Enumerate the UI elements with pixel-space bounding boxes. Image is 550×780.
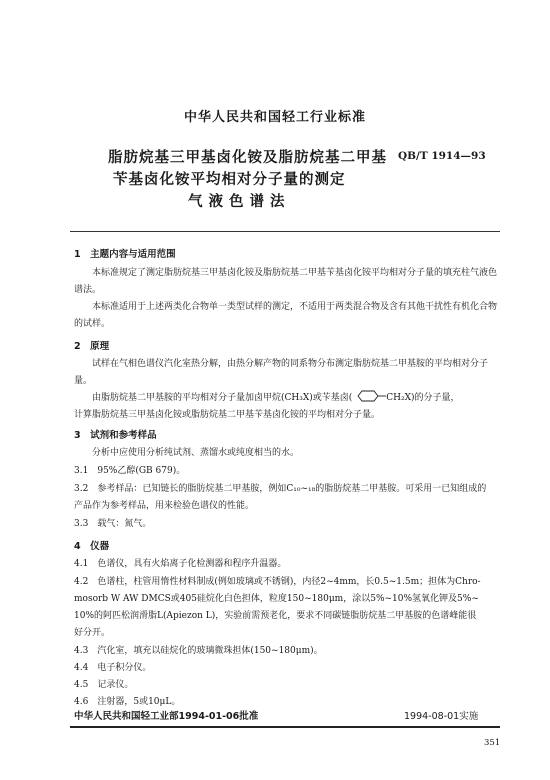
item-4-1 [74,556,286,573]
item-3-2-cont: 产品作为参考样品，用来检验色谱仪的性能。 [74,501,255,511]
item-3-2-text: 参考样品：已知链长的脂肪烷基二甲基胺，例如C₁₀~₁₈的脂肪烷基二甲基胺。可采用一已知组成的 [97,484,487,494]
item-4-2 [74,574,504,591]
item-3-2 [74,481,502,498]
item-3-1-number: 3.1 [74,466,89,476]
section-2-para-2-c: )的分子量， [411,393,460,403]
implementation-date: 1994-08-01实施 [404,711,479,722]
item-4-4-number: 4.4 [74,663,89,673]
section-1-para-2: 本标准适用于上述两类化合物单一类型试样的测定，不适用于两类混合物及含有其他干扰性有机化合物的试样。 [74,302,498,329]
section-2-para-2-b: CH₂X [386,393,412,403]
title-divider [70,231,500,232]
section-2-para-1: 试样在气相色谱仪汽化室热分解，由热分解产物的同系物分布测定脂肪烷基二甲基胺的平均相对分子量。 [74,359,489,386]
item-3-1-text: 95%乙醇(GB 679)。 [97,466,186,476]
section-2-para-2-a: 由脂肪烷基二甲基胺的平均相对分子量加卤甲烷(CH₃X)或苄基卤( [92,393,353,403]
item-4-6-text: 注射器，5或10μL。 [97,697,181,707]
item-4-2-cont-3: 好分开。 [74,628,111,638]
section-1-para-1: 本标准规定了测定脂肪烷基三甲基卤化铵及脂肪烷基二甲基苄基卤化铵平均相对分子量的填充柱气液色谱法。 [74,268,498,295]
benzene-ring-icon [352,390,386,402]
standard-number: QB/T 1914—93 [398,150,486,162]
title-line-1: 脂肪烷基三甲基卤化铵及脂肪烷基二甲基 [108,150,387,166]
issuer-header: 中华人民共和国轻工行业标准 [183,110,366,125]
section-3-para-1: 分析中应使用分析纯试剂、蒸馏水或纯度相当的水。 [92,448,300,458]
section-1-heading: 1 主题内容与适用范围 [74,249,176,260]
section-2-para-3: 计算脂肪烷基三甲基卤化铵或脂肪烷基二甲基苄基卤化铵的平均相对分子量。 [74,410,381,420]
section-3-heading: 3 试剂和参考样品 [74,430,157,441]
item-4-1-number: 4.1 [74,559,89,569]
footer-divider [70,726,500,728]
item-4-3 [74,643,323,660]
item-4-1-text: 色谱仪，具有火焰离子化检测器和程序升温器。 [97,559,287,569]
item-4-3-text: 汽化室，填充以硅烷化的玻璃微珠担体(150~180μm)。 [97,646,323,656]
title-line-3: 气液色谱法 [188,194,291,210]
item-3-3-number: 3.3 [74,519,89,529]
section-4-heading: 4 仪器 [74,541,110,552]
title-line-2: 苄基卤化铵平均相对分子量的测定 [113,172,346,188]
item-4-2-text: 色谱柱，柱管用惰性材料制成(例如玻璃或不锈钢)，内径2~4mm，长0.5~1.5m；担体为Chro- [97,577,481,587]
item-3-3-text: 载气：氮气。 [97,519,152,529]
item-4-2-cont-1: mosorb W AW DMCS或405硅烷化白色担体，粒度150~180μm，涂以5%~10%氢氧化钾及5%~ [74,594,479,604]
item-3-2-number: 3.2 [74,484,89,494]
item-4-3-number: 4.3 [74,646,89,656]
item-4-4 [74,660,151,677]
item-4-5 [74,677,133,694]
item-4-2-cont-2: 10%的阿匹松润滑脂L(Apiezon L)，实验前需预老化，要求不同碳链脂肪烷基二甲基胺的色谱峰能很 [74,611,477,621]
item-3-1 [74,463,185,480]
item-3-3 [74,516,151,533]
page-number: 351 [484,738,501,748]
item-4-6-number: 4.6 [74,697,89,707]
item-4-4-text: 电子积分仪。 [97,663,152,673]
item-4-5-text: 记录仪。 [97,680,134,690]
approval-note: 中华人民共和国轻工业部1994-01-06批准 [74,711,259,722]
section-2-heading: 2 原理 [74,341,110,352]
item-4-2-number: 4.2 [74,577,89,587]
item-4-5-number: 4.5 [74,680,89,690]
section-2-para-2 [74,390,502,407]
